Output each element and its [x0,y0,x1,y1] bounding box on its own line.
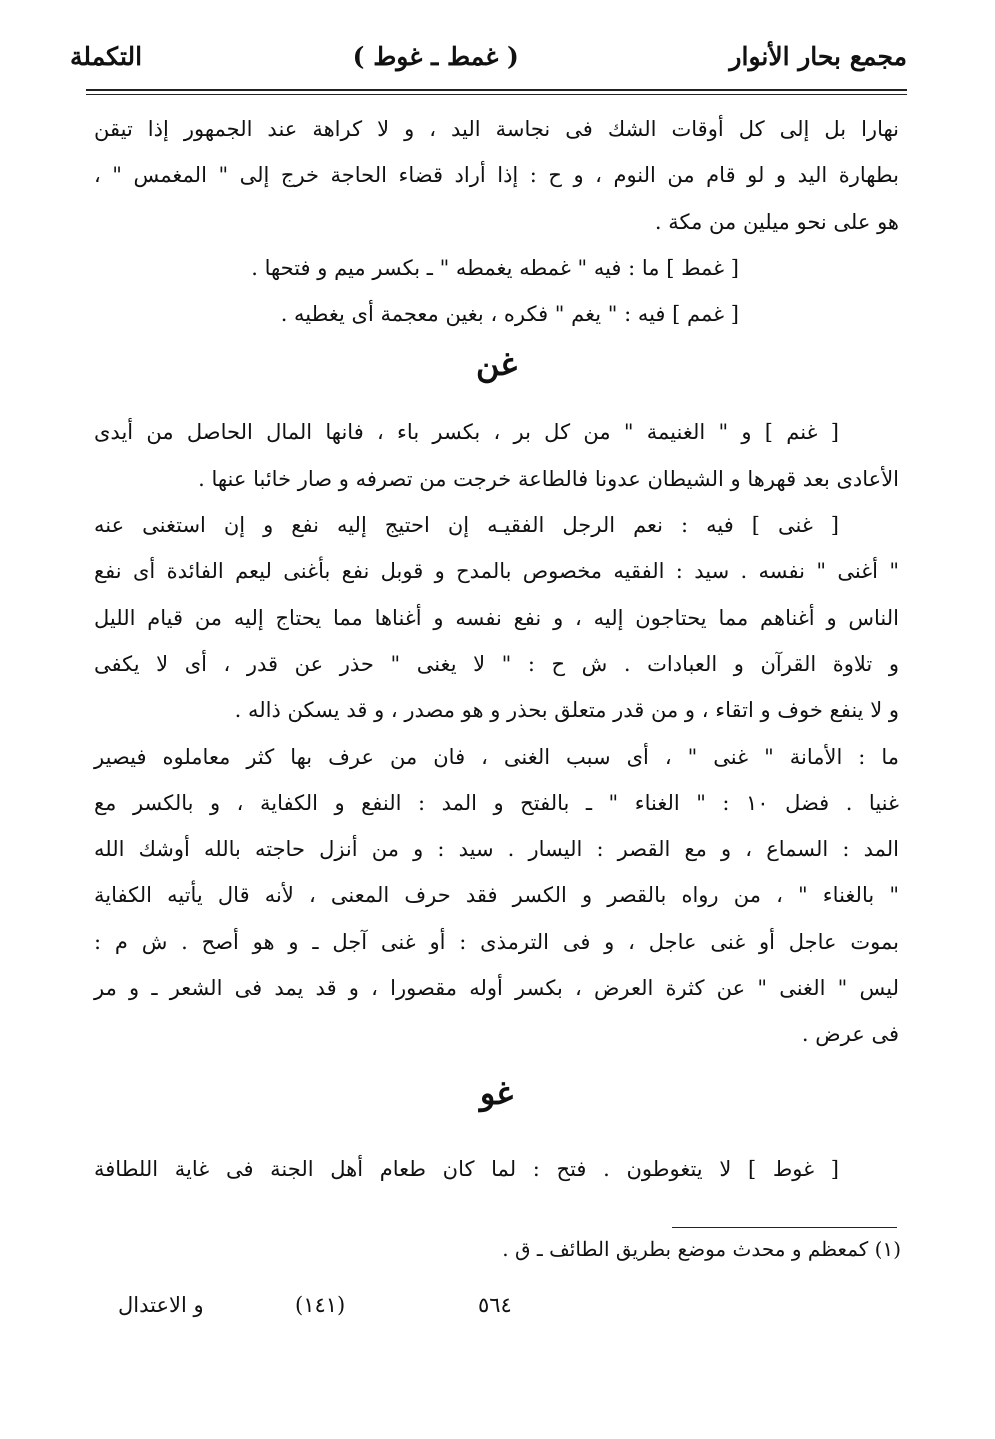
footnote: (١) كمعظم و محدث موضع بطريق الطائف ـ ق . [502,1237,901,1261]
header-entry-range: ( غمط ـ غوط ) [352,41,519,71]
text-line: هو على نحو ميلين من مكة . [654,209,899,234]
entry-ghamam: [ غمم ] فيه : " يغم " فكره ، بغين معجمة أى يغطيه . [280,302,739,327]
text-line: فى عرض . [801,1022,899,1047]
text-line: بطهارة اليد و لو قام من النوم ، و ح : إذا أراد قضاء الحاجة خرج إلى " المغمس " ، [94,163,899,188]
text-line: " أغنى " نفسه . سيد : الفقيه مخصوص بالمدح و قوبل نفع بأغنى ليعم الفائدة أى نفع [94,559,899,584]
text-line: المد : السماع ، و مع القصر : اليسار . سيد : و من أنزل حاجته بالله أوشك الله [94,837,899,862]
footnote-rule [672,1227,897,1228]
header-rule-thick [86,89,907,91]
entry-ghanam: [ غنم ] و " الغنيمة " من كل بر ، بكسر باء ، فانها المال الحاصل من أيدى [94,420,839,445]
text-line: نهارا بل إلى كل أوقات الشك فى نجاسة اليد ، و لا كراهة عند الجمهور إذا تيقن [94,117,899,141]
section-heading-ghan: غن [475,345,518,384]
page-number: ٥٦٤ [478,1293,512,1317]
text-line: غنيا . فضل ١٠ : " الغناء " ـ بالفتح و المد : النفع و الكفاية ، و بالكسر مع [94,790,899,815]
text-line: ما : الأمانة " غنى " ، أى سبب الغنى ، فان من عرف بها كثر معاملوه فيصير [94,744,899,769]
entry-ghawt: [ غوط ] لا يتغوطون . فتح : لما كان طعام أهل الجنة فى غاية اللطافة [94,1156,839,1181]
text-line: و تلاوة القرآن و العبادات . ش ح : " لا يغنى " حذر عن قدر ، أى لا يكفى [94,651,899,676]
entry-ghamat: [ غمط ] ما : فيه " غمطه يغمطه " ـ بكسر ميم و فتحها . [251,255,739,280]
page-body [94,106,899,1192]
section-heading-ghaw: غو [479,1073,514,1112]
header-section-title: التكملة [70,41,143,71]
page-footer [100,1290,895,1320]
header-book-title: مجمع بحار الأنوار [729,41,907,71]
text-line: " بالغناء " ، من رواه بالقصر و الكسر فقد حرف المعنى ، لأنه قال يأتيه الكفاية [94,883,899,908]
text-line: الأعادى بعد قهرها و الشيطان عدونا فالطاعة خرجت من تصرفه و صار خائبا عنها . [198,466,899,491]
text-line: ليس " الغنى " عن كثرة العرض ، بكسر أوله مقصورا ، و قد يمد فى الشعر ـ و مر [94,976,899,1001]
text-line: بموت عاجل أو غنى عاجل ، و فى الترمذى : أو غنى آجل ـ و هو أصح . ش م : [94,929,899,954]
volume-page-number: (١٤١) [295,1293,346,1317]
text-line: و لا ينفع خوف و اتقاء ، و من قدر متعلق بحذر و هو مصدر ، و قد يسكن ذاله . [234,698,899,723]
text-line: الناس و أغناهم مما يحتاجون إليه ، و نفع نفسه و أغناها مما يحتاج إليه من قيام الليل [94,605,899,630]
catchword: و الاعتدال [118,1293,204,1317]
running-header [70,36,907,76]
header-rule-thin [86,94,907,95]
entry-ghana: [ غنى ] فيه : نعم الرجل الفقيـه إن احتيج إليه نفع و إن استغنى عنه [94,513,839,538]
